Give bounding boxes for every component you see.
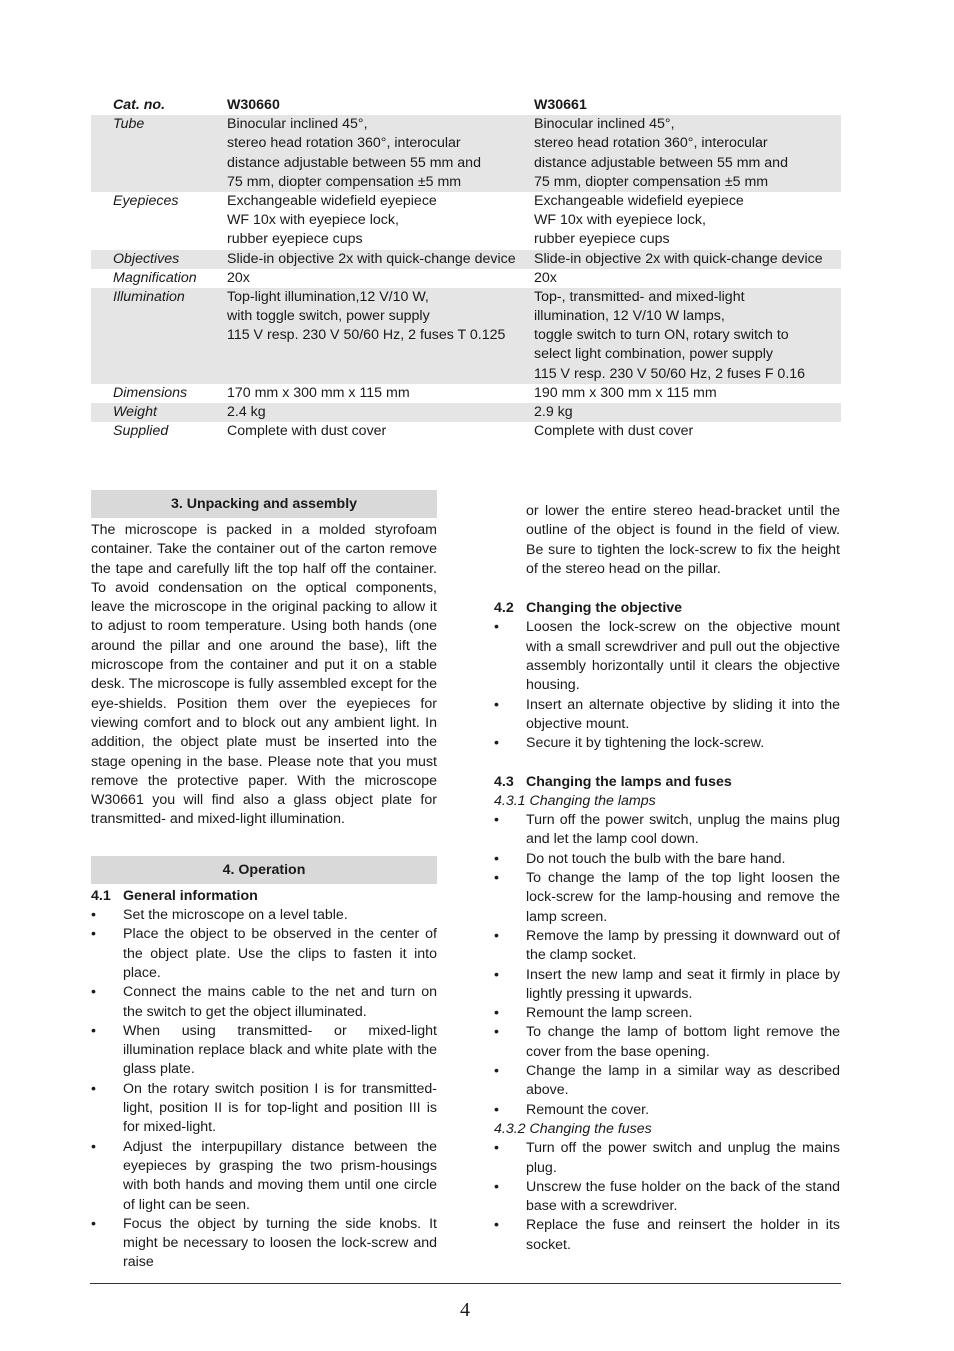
w30661-value xyxy=(534,403,841,422)
w30660-value xyxy=(227,192,534,250)
list-item: • Remove the lamp by pressing it downward out of the clamp socket. xyxy=(494,927,840,966)
row-label xyxy=(91,250,227,269)
changing-objective-list xyxy=(494,618,840,753)
value-line: WF 10x with eyepiece lock, xyxy=(534,212,706,229)
list-item: • Unscrew the fuse holder on the back of the stand base with a screwdriver. xyxy=(494,1178,840,1217)
value-line: rubber eyepiece cups xyxy=(534,231,670,248)
list-item: • Set the microscope on a level table. xyxy=(91,906,437,925)
subsection-title: Changing the objective xyxy=(526,600,683,617)
value-line: Complete with dust cover xyxy=(227,423,387,440)
value-line: Top-, transmitted- and mixed-light xyxy=(534,288,745,305)
changing-fuses-list xyxy=(494,1139,840,1255)
right-column xyxy=(494,502,840,1255)
list-item: • Loosen the lock-screw on the objective mount with a small screwdriver and pull out the objective assembly horizontally until it clears the objective housing. xyxy=(494,618,840,695)
subsection-4-3-heading xyxy=(494,773,840,792)
section-3-text: The microscope is packed in a molded styrofoam container. Take the container out of the carton remove the tape and carefully lift the top half off the container. To avoid condensation on the optical components, leave the microscope in the original packing to allow it to adjust to room temperature. Using both hands (one around the pillar and one around the base), lift the microscope from the container and put it on a stable desk. The microscope is fully assembled except for the eye-shields. Position them over the eyepieces for viewing comfort and to block out any ambient light. In addition, the object plate must be inserted into the stage opening in the base. Please note that you must remove the protective paper. With the microscope W30661 you will find also a glass object plate for transmitted- and mixed-light illumination. xyxy=(91,522,437,828)
row-label xyxy=(91,422,227,441)
value-line xyxy=(227,365,534,384)
row-label-text: Eyepieces xyxy=(113,192,179,209)
value-line: 115 V resp. 230 V 50/60 Hz, 2 fuses F 0.16 xyxy=(534,365,806,382)
general-information-continued: or lower the entire stereo head-bracket until the outline of the object is found in the field of view. Be sure to tighten the lock-screw to fix the height of the stereo head on the pillar. xyxy=(526,503,840,577)
w30661-value xyxy=(534,288,841,384)
value-line: Complete with dust cover xyxy=(534,423,694,440)
w30660-value xyxy=(227,403,534,422)
value-line: 20x xyxy=(227,269,250,286)
row-label-text: Weight xyxy=(113,404,157,421)
subsection-number: 4.3 xyxy=(494,773,514,790)
header-w30661: W30661 xyxy=(534,97,587,113)
list-item: • On the rotary switch position I is for transmitted-light, position II is for top-light and position III is for mixed-light. xyxy=(91,1080,437,1138)
w30660-value xyxy=(227,288,534,384)
table-row xyxy=(91,269,841,288)
table-row xyxy=(91,288,841,384)
row-label-text: Objectives xyxy=(113,250,180,267)
subsection-4-1-heading xyxy=(91,887,437,906)
subsection-4-3-1-heading: 4.3.1 Changing the lamps xyxy=(494,792,656,809)
w30660-value xyxy=(227,422,534,441)
value-line: 2.9 kg xyxy=(534,404,573,421)
value-line: Top-light illumination,12 V/10 W, xyxy=(227,288,429,305)
general-information-list xyxy=(91,906,437,1273)
subsection-title: Changing the lamps and fuses xyxy=(526,773,732,790)
row-label-text: Supplied xyxy=(113,423,169,440)
footer-rule xyxy=(90,1283,841,1284)
w30660-value xyxy=(227,115,534,192)
value-line: toggle switch to turn ON, rotary switch to xyxy=(534,327,789,344)
value-line: 115 V resp. 230 V 50/60 Hz, 2 fuses T 0.125 xyxy=(227,327,506,344)
left-column xyxy=(91,490,437,1273)
list-item: • Place the object to be observed in the center of the object plate. Use the clips to fasten it into place. xyxy=(91,925,437,983)
value-line: 190 mm x 300 mm x 115 mm xyxy=(534,384,717,401)
value-line: Binocular inclined 45°, xyxy=(227,116,368,133)
value-line: stereo head rotation 360°, interocular xyxy=(534,135,768,152)
value-line: 75 mm, diopter compensation ±5 mm xyxy=(227,173,462,190)
value-line: select light combination, power supply xyxy=(534,346,773,363)
changing-lamps-list xyxy=(494,811,840,1120)
list-item: • To change the lamp of the top light loosen the lock-screw for the lamp-housing and remove the lamp screen. xyxy=(494,869,840,927)
value-line: illumination, 12 V/10 W lamps, xyxy=(534,308,725,325)
list-item: • Focus the object by turning the side knobs. It might be necessary to loosen the lock-screw and raise xyxy=(91,1215,437,1273)
subsection-4-3-2-heading: 4.3.2 Changing the fuses xyxy=(494,1120,652,1137)
section-4-heading: 4. Operation xyxy=(91,856,437,884)
value-line: 170 mm x 300 mm x 115 mm xyxy=(227,384,410,401)
subsection-number: 4.1 xyxy=(91,887,111,904)
value-line: 2.4 kg xyxy=(227,404,266,421)
header-w30660: W30660 xyxy=(227,97,280,113)
list-item: • Turn off the power switch, unplug the mains plug and let the lamp cool down. xyxy=(494,811,840,850)
specification-table xyxy=(91,96,841,441)
list-item: • Adjust the interpupillary distance between the eyepieces by grasping the two prism-housings with both hands and moving them until one circle of light can be seen. xyxy=(91,1138,437,1215)
w30661-value xyxy=(534,384,841,403)
list-item: • Secure it by tightening the lock-screw. xyxy=(494,734,840,753)
subsection-title: General information xyxy=(123,887,258,904)
table-row xyxy=(91,115,841,192)
value-line: distance adjustable between 55 mm and xyxy=(227,154,481,171)
row-label xyxy=(91,288,227,384)
w30660-value xyxy=(227,269,534,288)
value-line: 75 mm, diopter compensation ±5 mm xyxy=(534,173,769,190)
value-line: Exchangeable widefield eyepiece xyxy=(534,192,744,209)
list-item: • Replace the fuse and reinsert the holder in its socket. xyxy=(494,1216,840,1255)
subsection-number: 4.2 xyxy=(494,600,514,617)
value-line: Slide-in objective 2x with quick-change device xyxy=(534,250,823,267)
section-3-heading: 3. Unpacking and assembly xyxy=(91,490,437,518)
row-label xyxy=(91,115,227,192)
header-cat-no: Cat. no. xyxy=(113,97,166,113)
table-row xyxy=(91,192,841,250)
row-label-text: Illumination xyxy=(113,288,185,305)
value-line: 20x xyxy=(534,269,557,286)
list-item: • Change the lamp in a similar way as described above. xyxy=(494,1062,840,1101)
table-row xyxy=(91,422,841,441)
page-number: 4 xyxy=(460,1299,470,1321)
w30660-value xyxy=(227,250,534,269)
value-line: distance adjustable between 55 mm and xyxy=(534,154,788,171)
row-label xyxy=(91,192,227,250)
w30660-value xyxy=(227,384,534,403)
table-row xyxy=(91,384,841,403)
row-label xyxy=(91,269,227,288)
list-item: • Remount the lamp screen. xyxy=(494,1004,840,1023)
w30661-value xyxy=(534,115,841,192)
row-label xyxy=(91,384,227,403)
w30661-value xyxy=(534,422,841,441)
value-line: WF 10x with eyepiece lock, xyxy=(227,212,399,229)
list-item: • Remount the cover. xyxy=(494,1101,840,1120)
list-item: • Insert an alternate objective by sliding it into the objective mount. xyxy=(494,696,840,735)
value-line xyxy=(227,345,534,364)
list-item: • Turn off the power switch and unplug the mains plug. xyxy=(494,1139,840,1178)
list-item: • Do not touch the bulb with the bare hand. xyxy=(494,850,840,869)
row-label-text: Dimensions xyxy=(113,384,188,401)
value-line: Slide-in objective 2x with quick-change device xyxy=(227,250,516,267)
w30661-value xyxy=(534,250,841,269)
list-item: • To change the lamp of bottom light remove the cover from the base opening. xyxy=(494,1023,840,1062)
row-label-text: Magnification xyxy=(113,269,197,286)
w30661-value xyxy=(534,192,841,250)
table-row xyxy=(91,250,841,269)
list-item: • When using transmitted- or mixed-light illumination replace black and white plate with the glass plate. xyxy=(91,1022,437,1080)
list-item: • Insert the new lamp and seat it firmly in place by lightly pressing it upwards. xyxy=(494,966,840,1005)
table-row xyxy=(91,403,841,422)
value-line: stereo head rotation 360°, interocular xyxy=(227,135,461,152)
list-item: • Connect the mains cable to the net and turn on the switch to get the object illuminated. xyxy=(91,983,437,1022)
value-line: Binocular inclined 45°, xyxy=(534,116,675,133)
value-line: rubber eyepiece cups xyxy=(227,231,363,248)
table-header-row xyxy=(91,96,841,115)
value-line: Exchangeable widefield eyepiece xyxy=(227,192,437,209)
w30661-value xyxy=(534,269,841,288)
row-label xyxy=(91,403,227,422)
value-line: with toggle switch, power supply xyxy=(227,308,430,325)
row-label-text: Tube xyxy=(113,116,145,133)
subsection-4-2-heading xyxy=(494,599,840,618)
